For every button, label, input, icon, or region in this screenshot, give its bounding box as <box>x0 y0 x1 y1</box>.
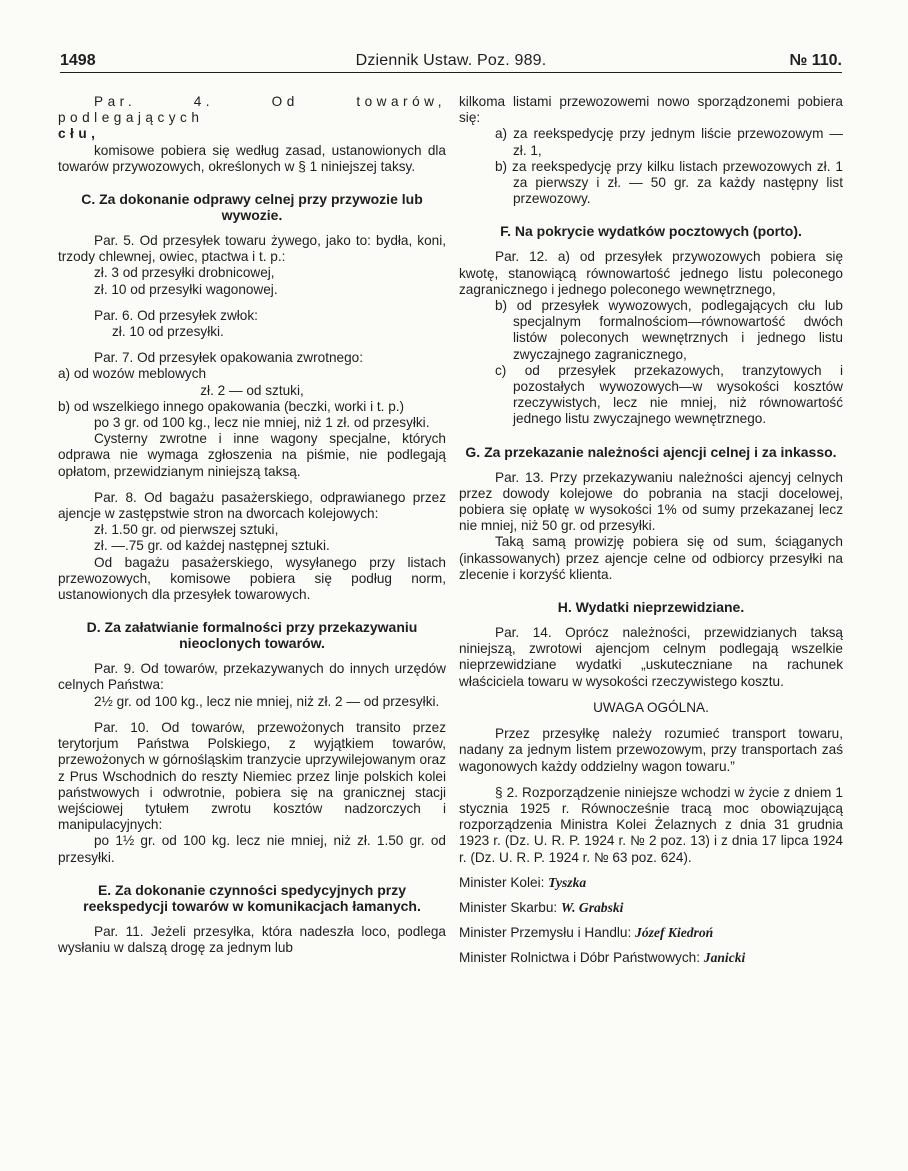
par-11-continued: kilkoma listami przewozowemi nowo sporządzonemi pobiera się: <box>459 94 843 126</box>
signature-4-label: Minister Rolnictwa i Dóbr Państwowych: <box>459 950 700 966</box>
par-10-rate: po 1½ gr. od 100 kg. lecz nie mniej, niż zł. 1.50 gr. od przesyłki. <box>58 833 446 865</box>
par-4-intro: Par. 4. Od towarów, podlegających <box>58 94 446 126</box>
left-column <box>58 94 446 956</box>
par-5-item-1: zł. 3 od przesyłki drobnicowej, <box>94 265 275 281</box>
issue-number: № 110. <box>789 52 842 69</box>
par-11: Par. 11. Jeżeli przesyłka, która nadeszła loco, podlega wysłaniu w dalszą drogę za jednym lub <box>58 923 446 955</box>
par-13: Par. 13. Przy przekazywaniu należności ajencyj celnych przez dowody kolejowe do pobrania na stacji docelowej, pobiera się opłatę w wysokości 1% od sumy przekazanej lecz nie mniej, niż 50 gr. od przesyłki. <box>459 469 843 534</box>
par-8-note: Od bagażu pasażerskiego, wysyłanego przy listach przewozowych, komisowe pobiera się podług norm, ustanowionych dla przesyłek towarowych. <box>58 554 446 603</box>
signature-3 <box>459 925 843 941</box>
par-10: Par. 10. Od towarów, przewożonych transito przez terytorjum Państwa Polskiego, z wyjątkiem towarów, przewożonych w górnośląskim tranzycie uprzywilejowanym oraz z Prus Wschodnich do reszty Niemiec przez linje polskich kolei państwowych i odwrotnie, pobiera się na granicznej stacji wejściowej tytułem zwrotu kosztów nadzorczych i manipulacyjnych: <box>58 719 446 833</box>
signature-1 <box>459 875 843 891</box>
par-4-keyword: cłu, <box>58 126 100 142</box>
par-7-item-a-rate: zł. 2 — od sztuki, <box>200 382 304 398</box>
par-6-item: zł. 10 od przesyłki. <box>112 324 224 340</box>
par-11-item-b: b) za reekspedycję przy kilku listach przewozowych zł. 1 za pierwszy i zł. — 50 gr. za każdy następny list przewozowy. <box>495 158 843 207</box>
signature-1-label: Minister Kolei: <box>459 874 545 890</box>
par-4-body: komisowe pobiera się według zasad, ustanowionych dla towarów przywozowych, określonych w § 1 niniejszej taksy. <box>58 142 446 174</box>
section-e-heading: E. Za dokonanie czynności spedycyjnych przy reekspedycji towarów w komunikacjach łamanych. <box>83 881 421 914</box>
par-12-item-b: b) od przesyłek wywozowych, podlegających cłu lub specjalnym formalnościom—równowartość dwóch listów poleconych wewnętrznych i jednego listu zwyczajnego zagranicznego, <box>495 298 843 362</box>
par-13-note: Taką samą prowizję pobiera się od sum, ściąganych (inkassowanych) przez ajencje celne od odbiorcy przesyłki na zlecenie i korzyść klienta. <box>459 534 843 582</box>
par-s2: § 2. Rozporządzenie niniejsze wchodzi w życie z dniem 1 stycznia 1925 r. Równocześnie tracą moc obowiązującą rozporządzenia Ministra Kolei Żelaznych z dnia 31 grudnia 1923 r. (Dz. U. R. P. 1924 r. № 2 poz. 13) i z dnia 17 lipca 1924 r. (Dz. U. R. P. 1924 r. № 63 poz. 624). <box>459 784 843 865</box>
journal-title: Dziennik Ustaw. Poz. 989. <box>355 52 547 69</box>
signature-4 <box>459 950 843 966</box>
par-12-item-a: Par. 12. a) od przesyłek przywozowych pobiera się kwotę, stanowiącą równowartość jednego listu poleconego zagranicznego i jednego poleconego wewnętrznego, <box>459 249 843 297</box>
par-9-rate: 2½ gr. od 100 kg., lecz nie mniej, niż zł. 2 — od przesyłki. <box>94 693 440 709</box>
signature-3-name: Józef Kiedroń <box>635 925 714 941</box>
signature-2 <box>459 900 843 916</box>
par-8: Par. 8. Od bagażu pasażerskiego, odprawianego przez ajencje w zastępstwie stron na dworcach kolejowych: <box>58 489 446 522</box>
par-7-note: Cysterny zwrotne i inne wagony specjalne, których odprawa nie wymaga zgłoszenia na piśmie, nie podlegają opłatom, przewidzianym niniejszą taksą. <box>58 431 446 479</box>
section-d-heading: D. Za załatwianie formalności przy przekazywaniu nieoclonych towarów. <box>86 619 418 652</box>
page-header <box>60 50 842 73</box>
par-6: Par. 6. Od przesyłek zwłok: <box>94 307 258 323</box>
signature-3-label: Minister Przemysłu i Handlu: <box>459 925 632 941</box>
section-c-heading: C. Za dokonanie odprawy celnej przy przywozie lub wywozie. <box>81 191 423 224</box>
right-column <box>459 94 843 967</box>
signature-4-name: Janicki <box>703 950 746 966</box>
par-7-item-a: a) od wozów meblowych <box>58 366 207 382</box>
par-12-item-c: c) od przesyłek przekazowych, tranzytowych i pozostałych wywozowych—w wysokości kosztów rzeczywistych, lecz nie mniej, niż równowartość jednego listu zwyczajnego wewnętrznego. <box>495 362 843 427</box>
par-5: Par. 5. Od przesyłek towaru żywego, jako to: bydła, koni, trzody chlewnej, owiec, ptactwa i t. p.: <box>58 233 446 265</box>
par-14: Par. 14. Oprócz należności, przewidzianych taksą niniejszą, zwrotowi ajencjom celnym podlegają wszelkie nieprzewidziane wydatki „uskuteczniane na rachunek właściciela towaru w wysokości rzeczywistego kosztu. <box>459 625 843 689</box>
section-g-heading: G. Za przekazanie należności ajencji celnej i za inkasso. <box>465 443 837 460</box>
par-11-item-a: a) za reekspedycję przy jednym liście przewozowym — zł. 1, <box>495 126 843 158</box>
par-7-item-b-rate: po 3 gr. od 100 kg., lecz nie mniej, niż 1 zł. od przesyłki. <box>94 415 430 431</box>
par-8-item-2: zł. —.75 gr. od każdej następnej sztuki. <box>94 538 330 554</box>
section-f-heading: F. Na pokrycie wydatków pocztowych (porto). <box>500 223 802 240</box>
page-number: 1498 <box>60 52 96 69</box>
general-note-title: UWAGA OGÓLNA. <box>593 699 709 715</box>
par-5-item-2: zł. 10 od przesyłki wagonowej. <box>94 281 278 297</box>
general-note-text: Przez przesyłkę należy rozumieć transport towaru, nadany za jednym listem przewozowym, przy transportach zaś wagonowych każdy oddzielny wagon towaru.” <box>459 726 843 774</box>
par-8-item-1: zł. 1.50 gr. od pierwszej sztuki, <box>94 522 279 538</box>
par-7: Par. 7. Od przesyłek opakowania zwrotnego: <box>94 350 364 366</box>
par-7-item-b: b) od wszelkiego innego opakowania (beczki, worki i t. p.) <box>58 398 405 414</box>
signature-2-label: Minister Skarbu: <box>459 899 558 915</box>
signature-1-name: Tyszka <box>548 874 587 890</box>
section-h-heading: H. Wydatki nieprzewidziane. <box>557 599 745 616</box>
signature-2-name: W. Grabski <box>561 899 624 915</box>
par-9: Par. 9. Od towarów, przekazywanych do innych urzędów celnych Państwa: <box>58 661 446 693</box>
